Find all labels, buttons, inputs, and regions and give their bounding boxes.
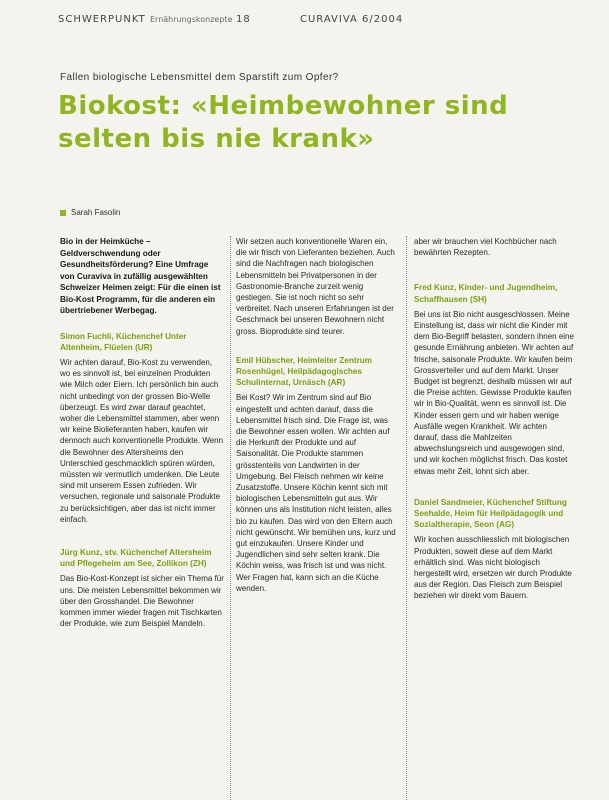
- title-line-2: selten bis nie krank»: [58, 124, 375, 154]
- author-byline: [60, 208, 120, 217]
- article-title: [58, 90, 578, 156]
- page-number: 18: [236, 14, 251, 25]
- interviewee-heading: Daniel Sandmeier, Küchenchef Stiftung Seehalde, Heim für Heilpädagogik und Sozialtherapie, Seon (AG): [414, 497, 567, 530]
- author-name: Sarah Fasolin: [71, 208, 121, 217]
- intro-text: Bio in der Heimküche – Geldverschwendung oder Gesundheitsförderung? Eine Umfrage von Curaviva in zufällig ausgewählten Schweizer Heimen zeigt: Für die einen ist Bio-Kost Programm, für die anderen ein übertriebener Werbegag.: [60, 237, 221, 315]
- interviewee-heading: Fred Kunz, Kinder- und Jugendheim, Schaffhausen (SH): [414, 283, 558, 304]
- magazine-label: CURAVIVA 6/2004: [300, 14, 404, 25]
- column-divider: [230, 236, 231, 800]
- body-paragraph: Wir setzen auch konventionelle Waren ein, die wir frisch von Lieferanten beziehen. Auch sind die Nachfragen nach biologischen Lebensmitteln bei Privatpersonen in der Gastronomie-Branche zurzeit wenig gestiegen. Sie ist noch nicht so sehr verbreitet. Nach unseren Erfahrungen ist der Geschmack bei unseren Bewohnern nicht gross. Bioprodukte sind teurer.: [236, 237, 395, 336]
- column-2: [236, 236, 396, 598]
- body-paragraph: Das Bio-Kost-Konzept ist sicher ein Thema für uns. Die meisten Lebensmittel bekommen wir über den Grosshandel. Die Bewohner kommen immer wieder fragen mit Tischkarten der Produkte, wie zum Beispiel Mandeln.: [60, 574, 224, 629]
- column-1: [60, 236, 224, 633]
- body-paragraph: aber wir brauchen viel Kochbücher nach bewährten Rezepten.: [414, 237, 557, 258]
- body-paragraph: Wir kochen ausschliesslich mit biologischen Produkten, soweit diese auf dem Markt erhältlich sind. Was nicht biologisch hergestellt wird, ersetzen wir durch Produkte aus der Region. Das Fleisch zum Beispiel beziehen wir direkt vom Bauern.: [414, 535, 572, 601]
- topic-label: Ernährungskonzepte: [150, 15, 233, 24]
- interviewee-heading: Simon Fuchli, Küchenchef Unter Altenheim, Flüelen (UR): [60, 331, 187, 352]
- kicker-text: Fallen biologische Lebensmittel dem Sparstift zum Opfer?: [60, 72, 339, 83]
- byline-square-icon: [60, 210, 66, 216]
- interviewee-heading: Jürg Kunz, stv. Küchenchef Altersheim und Pflegeheim am See, Zollikon (ZH): [60, 547, 212, 569]
- title-line-1: Biokost: «Heimbewohner sind: [58, 91, 509, 121]
- interviewee-heading: Emil Hübscher, Heimleiter Zentrum Rosenhügel, Heilpädagogisches Schulinternat, Urnäsch (AR): [236, 355, 373, 388]
- section-label: SCHWERPUNKT: [58, 14, 146, 25]
- body-paragraph: Bei Kost? Wir im Zentrum sind auf Bio eingestellt und achten darauf, dass die Lebensmittel frisch sind. Die Frage ist, was die Bewohner essen wollen. Wir achten auf die Herkunft der Produkte und auf Saisonalität. Die Produkte stammen grösstenteils von Landwirten in der Umgebung. Bei Fleisch nehmen wir keine Zusatzstoffe. Unsere Köchin kennt sich mit biologischen Lebensmitteln gut aus. Wir können uns als Institution nicht leisten, alles bio zu kaufen. Das wird von den Eltern auch nicht gewünscht. Wir bemühen uns, kurz und gut einzukaufen. Unsere Kinder und Jugendlichen sind sehr selten krank. Die Köchin weiss, was frisch ist und was nicht. Wer Fragen hat, kann sich an die Küche wenden.: [236, 393, 396, 593]
- column-divider: [406, 236, 407, 800]
- body-paragraph: Bei uns ist Bio nicht ausgeschlossen. Meine Einstellung ist, dass wir nicht die Kinder mit dem Bio-Begriff belasten, sondern ihnen eine gesunde Ernährung anbieten. Wir achten auf frische, saisonale Produkte. Wir kaufen beim Grossverteiler und auf dem Markt. Unser Budget ist begrenzt, deshalb müssen wir auf die Preise achten. Gewisse Produkte kaufen wir in Bio-Qualität, wenn es sinnvoll ist. Die Kinder essen gern und wir haben wenige Ausfälle wegen Krankheit. Wir achten darauf, dass die Mahlzeiten abwechslungsreich und ausgewogen sind, und wir kochen möglichst frisch. Das kostet etwas mehr Zeit, lohnt sich aber.: [414, 309, 574, 476]
- column-3: [414, 236, 574, 606]
- body-paragraph: Wir achten darauf, Bio-Kost zu verwenden, wo es sinnvoll ist, bei einzelnen Produkten wie Milch oder Eiern. Ich persönlich bin auch nicht unbedingt von der grossen Bio-Welle überzeugt. Es wird zwar darauf geachtet, woher die Lebensmittel stammen, aber wenn wir keine Biolieferanten haben, kaufen wir dennoch auch konventionelle Produkte. Wenn die Bewohner des Altersheims den Unterschied geschmacklich spüren würden, müssten wir vermutlich umdenken. Die Leute sind mit unserem Essen zufrieden. Wir versuchen, regionale und saisonale Produkte zu berücksichtigen, aber das ist nicht immer einfach.: [60, 357, 224, 524]
